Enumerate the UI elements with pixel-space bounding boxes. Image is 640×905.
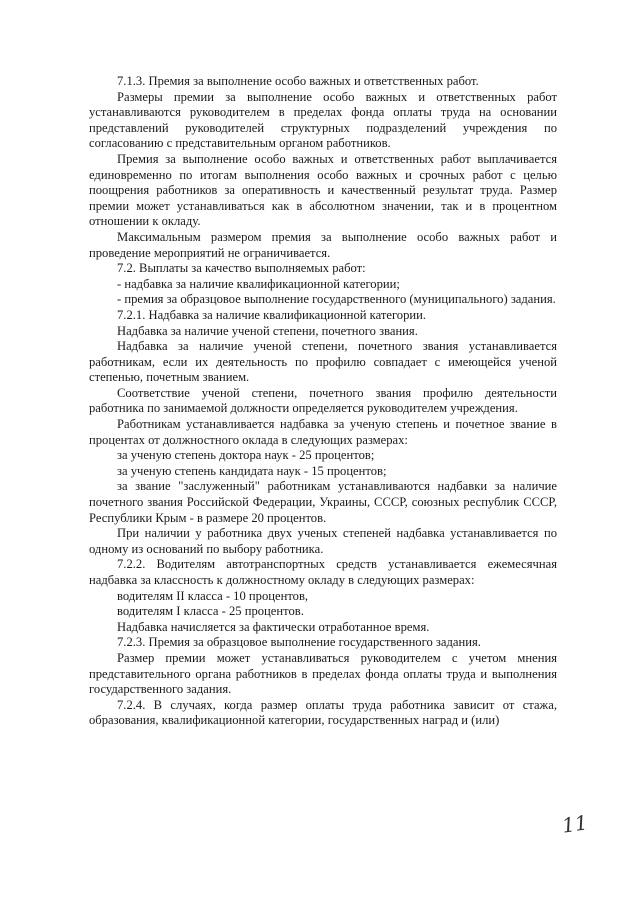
section-heading: 7.1.3. Премия за выполнение особо важных и ответственных работ. (117, 74, 479, 88)
paragraph: 7.2.4. В случаях, когда размер оплаты труда работника зависит от стажа, образования, квалификационной категории, государственных наград и (или) (89, 697, 557, 728)
document-page (89, 74, 557, 729)
paragraph: Максимальным размером премия за выполнение особо важных работ и проведение мероприятий не ограничивается. (89, 229, 557, 260)
paragraph: Соответствие ученой степени, почетного звания профилю деятельности работника по занимаемой должности определяется руководителем учреждения. (89, 385, 557, 416)
paragraph: Премия за выполнение особо важных и ответственных работ выплачивается единовременно по итогам выполнения особо важных и срочных работ с целью поощрения работников за оперативность и качественный результат труда. Размер премии может устанавливаться как в абсолютном значении, так и в процентном отношении к окладу. (89, 151, 557, 229)
paragraph: Работникам устанавливается надбавка за ученую степень и почетное звание в процентах от должностного оклада в следующих размерах: (89, 417, 557, 447)
list-item: водителям II класса - 10 процентов, (117, 588, 309, 603)
section-heading: 7.2.2. Водителям автотранспортных средств устанавливается ежемесячная надбавка за классность к должностному окладу в следующих размерах: (89, 557, 557, 587)
list-item: за ученую степень кандидата наук - 15 процентов; (117, 463, 387, 478)
list-item: водителям I класса - 25 процентов. (117, 604, 304, 619)
list-item: за ученую степень доктора наук - 25 процентов; (117, 448, 375, 463)
paragraph: Надбавка за наличие ученой степени, почетного звания. (117, 323, 418, 338)
section-heading: 7.2.1. Надбавка за наличие квалификационной категории. (117, 307, 427, 322)
section-heading: 7.2. Выплаты за качество выполняемых работ: (117, 261, 366, 276)
section-heading: 7.2.3. Премия за образцовое выполнение государственного задания. (117, 635, 481, 650)
handwritten-page-number: 11 (560, 810, 589, 838)
paragraph: Надбавка за наличие ученой степени, почетного звания устанавливается работникам, если их деятельность по профилю совпадает с имеющейся ученой степенью, почетным званием. (89, 339, 557, 385)
paragraph: Размер премии может устанавливаться руководителем с учетом мнения представительного органа работников в пределах фонда оплаты труда и выполнения государственного задания. (89, 650, 557, 697)
list-item: - премия за образцовое выполнение государственного (муниципального) задания. (117, 292, 556, 307)
list-item: - надбавка за наличие квалификационной категории; (117, 276, 400, 291)
paragraph: При наличии у работника двух ученых степеней надбавка устанавливается по одному из оснований по выбору работника. (89, 526, 557, 556)
paragraph: Надбавка начисляется за фактически отработанное время. (117, 619, 430, 634)
paragraph: за звание "заслуженный" работникам устанавливаются надбавки за наличие почетного звания Российской Федерации, Украины, СССР, союзных республик СССР, Республики Крым - в размере 20 процентов. (89, 479, 557, 525)
paragraph: Размеры премии за выполнение особо важных и ответственных работ устанавливаются руководителем в пределах фонда оплаты труда на основании представлений руководителей структурных подразделений учреждения по согласованию с представительным органом работников. (89, 89, 557, 151)
